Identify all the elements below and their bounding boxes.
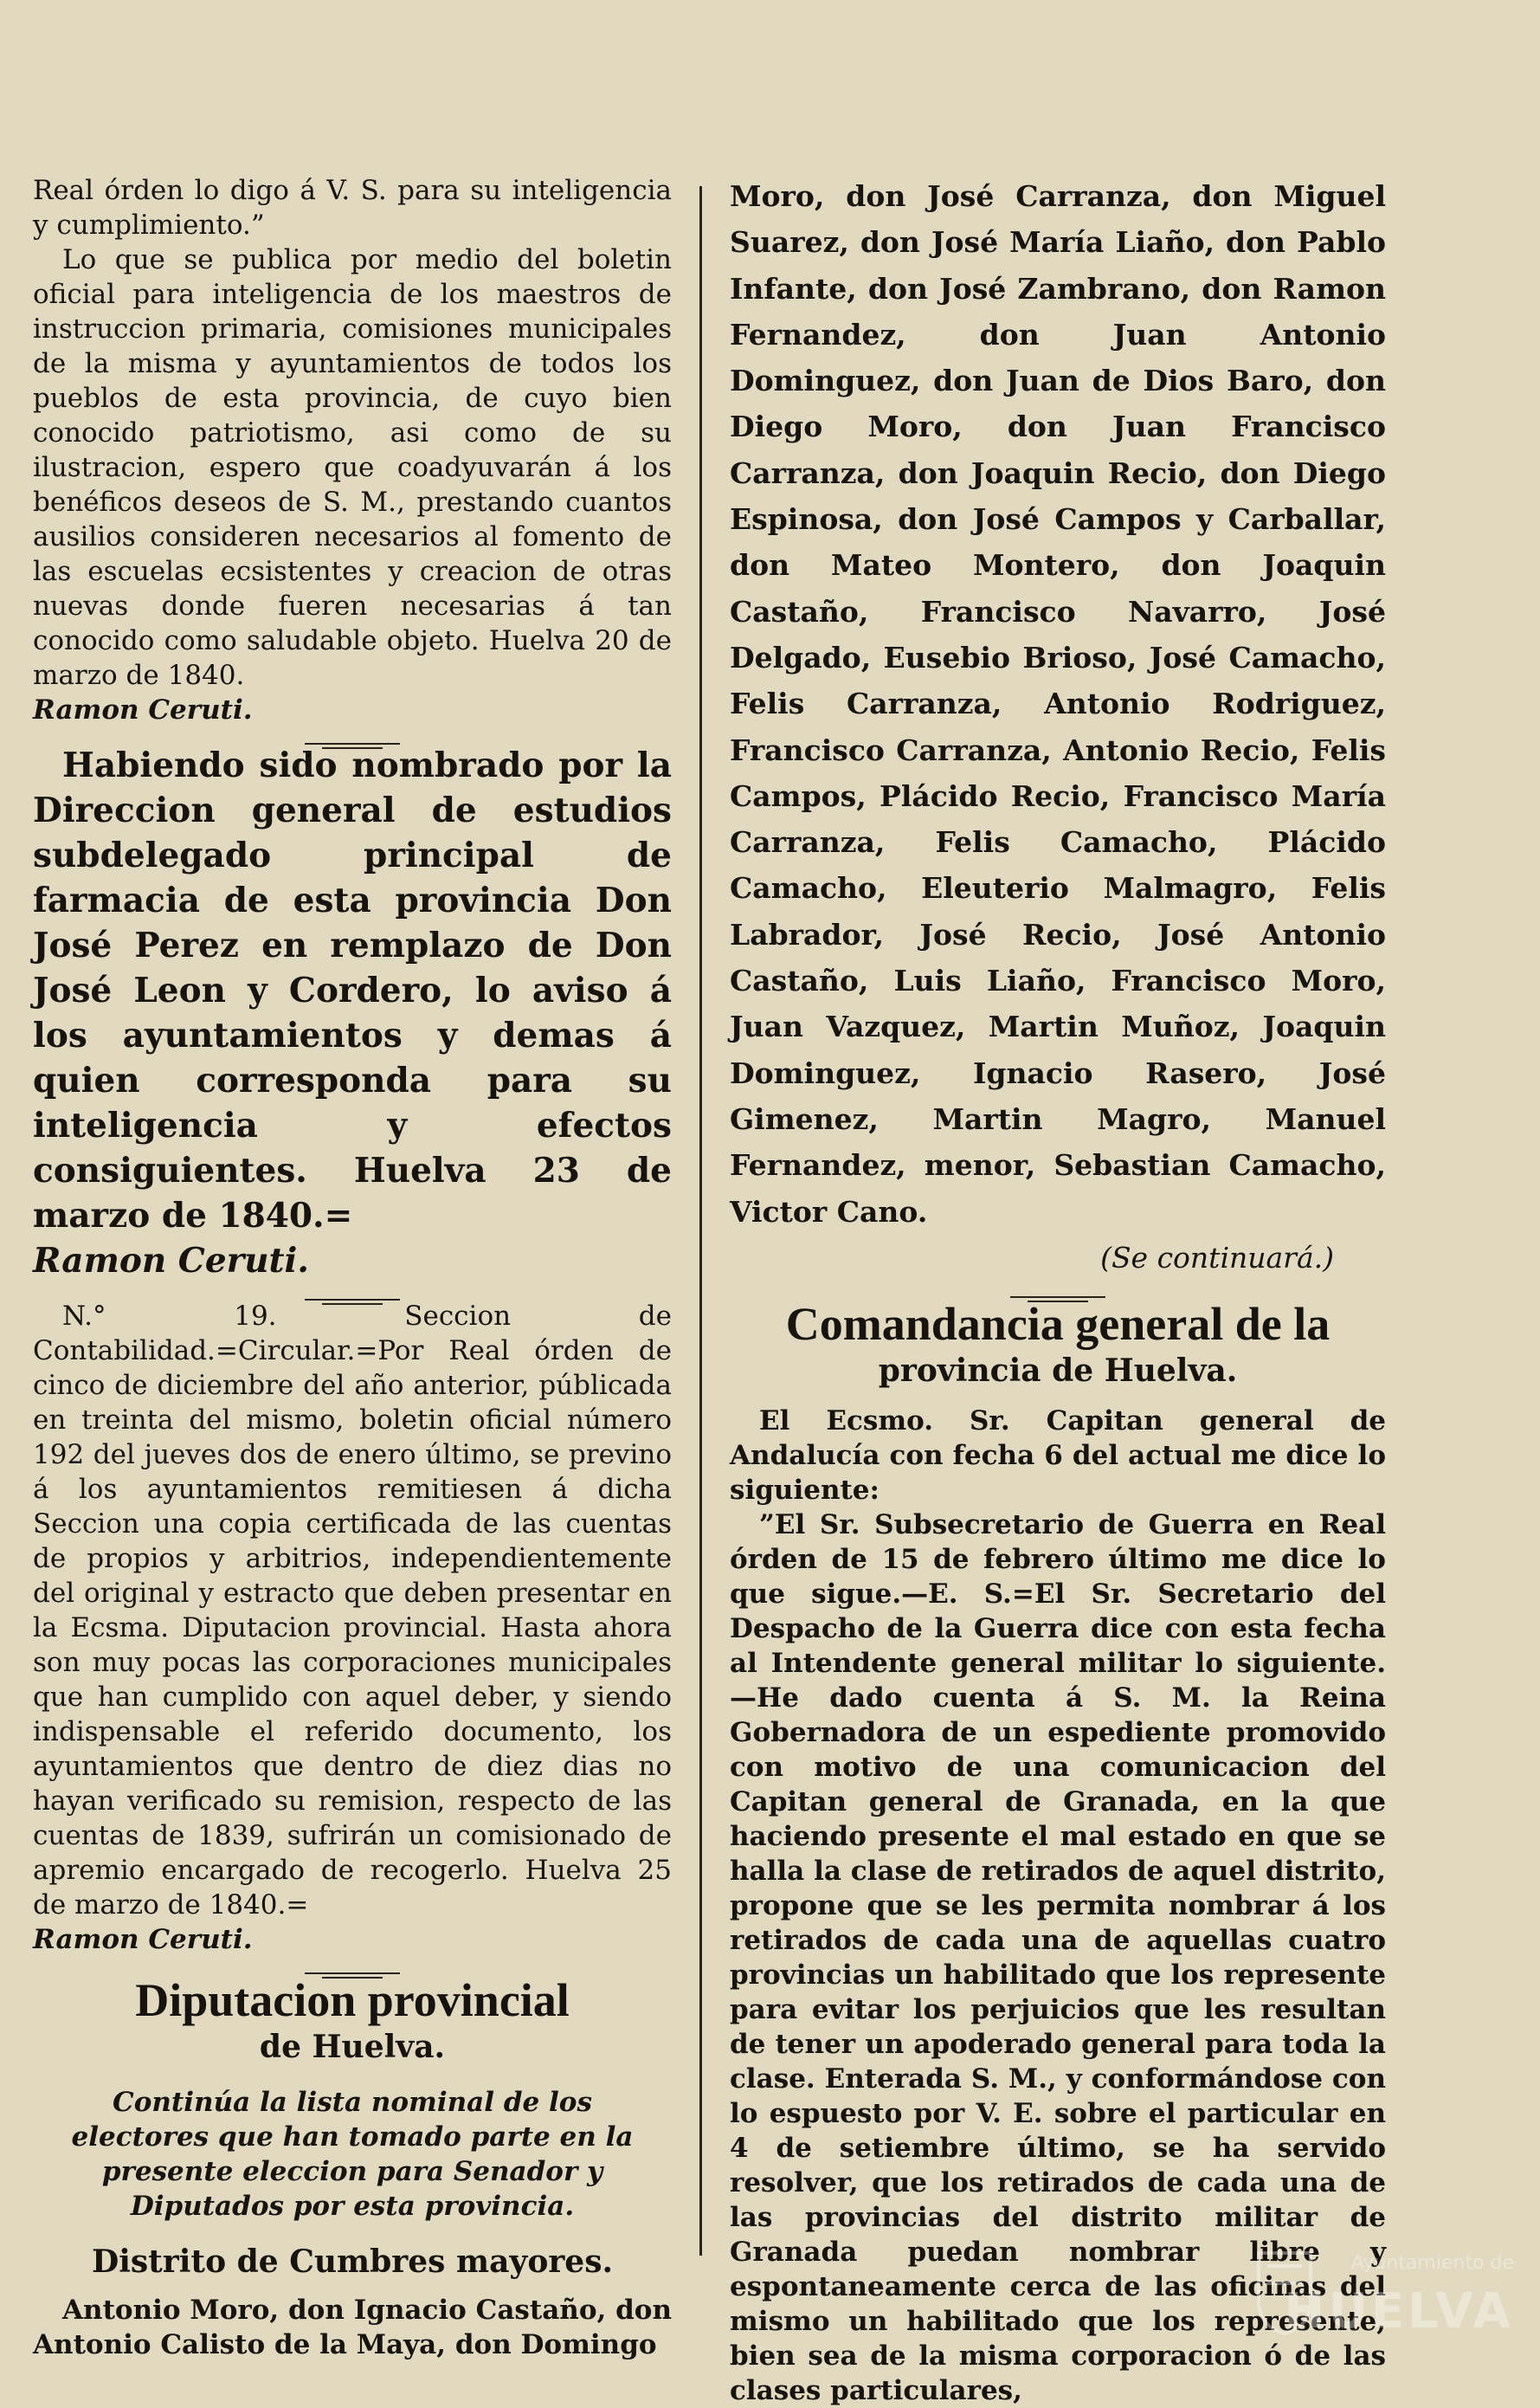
section-heading-comandancia: Comandancia general de la [785, 1298, 1331, 1351]
column-rule [699, 186, 702, 2256]
left-column [33, 173, 672, 2362]
signature: Ramon Ceruti. [33, 694, 253, 726]
paragraph-contabilidad: N.° 19. Seccion de Contabilidad.=Circular.=Por Real órden de cinco de diciembre del año anterior, públicada en treinta del mismo, boletin oficial número 192 del jueves dos de enero último, se previno á los ayuntamientos remitiesen á dicha Seccion una copia certificada de las cuentas de propios y arbitrios, independientemente del original y estracto que deben presentar en la Ecsma. Diputacion provincial. Hasta ahora son muy pocas las corporaciones municipales que han cumplido con aquel deber, y siendo indispensable el referido documento, los ayuntamientos que dentro de diez dias no hayan verificado su remision, respecto de las cuentas de 1839, sufrirán un comisionado de apremio encargado de recogerlo. Huelva 25 de marzo de 1840.= [33, 1301, 672, 1921]
section-subheading-provincia: provincia de Huelva. [878, 1352, 1238, 1390]
paragraph-subsecretario: ”El Sr. Subsecretario de Guerra en Real órden de 15 de febrero último me dice lo que sigue.—E. S.=El Sr. Secretario del Despacho de la Guerra dice con esta fecha al Intendente general militar lo siguiente.—He dado cuenta á S. M. la Reina Gobernadora de un espediente promovido con motivo de una comunicacion del Capitan general de Granada, en la que haciendo presente el mal estado en que se halla la clase de retirados de aquel distrito, propone que se les permita nombrar á los retirados de cada una de aquellas cuatro provincias un habilitado que los represente para evitar los perjuicios que les resultan de tener un apoderado general para toda la clase. Enterada S. M., y conformándose con lo espuesto por V. E. sobre el particular en 4 de setiembre último, se ha servido resolver, que los retirados de cada una de las provincias del distrito militar de Granada puedan nombrar libre y espontaneamente cerca de las oficinas del mismo un habilitado que los represente, bien sea de la misma corporacion ó de las clases particulares, [730, 1509, 1386, 2407]
watermark-logo [1254, 2242, 1514, 2346]
lead-paragraph: Continúa la lista nominal de los electores que han tomado parte en la presente eleccion para Senador y Diputados por esta provincia. [71, 2087, 634, 2222]
watermark-line1: Ayuntamiento de [1350, 2252, 1514, 2274]
paragraph-publica: Lo que se publica por medio del boletin oficial para inteligencia de los maestros de instruccion primaria, comisiones municipales de la misma y ayuntamientos de todos los pueblos de esta provincia, de cuyo bien conocido patriotismo, asi como de su ilustracion, espero que coadyuvarán á los benéficos deseos de S. M., prestando cuantos ausilios consideren necesarios al fomento de las escuelas ecsistentes y creacion de otras nuevas donde fueren necesarias á tan conocido como saludable objeto. Huelva 20 de marzo de 1840. [33, 244, 672, 691]
elector-list-continued: Moro, don José Carranza, don Miguel Suarez, don José María Liaño, don Pablo Infante, don José Zambrano, don Ramon Fernandez, don Juan Antonio Dominguez, don Juan de Dios Baro, don Diego Moro, don Juan Francisco Carranza, don Joaquin Recio, don Diego Espinosa, don José Campos y Carballar, don Mateo Montero, don Joaquin Castaño, Francisco Navarro, José Delgado, Eusebio Brioso, José Camacho, Felis Carranza, Antonio Rodriguez, Francisco Carranza, Antonio Recio, Felis Campos, Plácido Recio, Francisco María Carranza, Felis Camacho, Plácido Camacho, Eleuterio Malmagro, Felis Labrador, José Recio, José Antonio Castaño, Luis Liaño, Francisco Moro, Juan Vazquez, Martin Muñoz, Joaquin Dominguez, Ignacio Rasero, José Gimenez, Martin Magro, Manuel Fernandez, menor, Sebastian Camacho, Victor Cano. [730, 179, 1386, 1229]
watermark-line2: HUELVA [1284, 2283, 1514, 2340]
section-heading-diputacion: Diputacion provincial [135, 1974, 570, 2026]
paragraph-capitan: El Ecsmo. Sr. Capitan general de Andalucía con fecha 6 del actual me dice lo siguiente: [730, 1405, 1386, 1507]
district-heading: Distrito de Cumbres mayores. [92, 2243, 613, 2280]
signature: Ramon Ceruti. [33, 1924, 253, 1955]
paragraph-farmacia: Habiendo sido nombrado por la Direccion general de estudios subdelegado principal de farmacia de esta provincia Don José Perez en remplazo de Don José Leon y Cordero, lo aviso á los ayuntamientos y demas á quien corresponda para su inteligencia y efectos consiguientes. Huelva 23 de marzo de 1840.= [33, 746, 672, 1236]
paragraph-real-orden: Real órden lo digo á V. S. para su inteligencia y cumplimiento.” [33, 175, 672, 241]
section-subheading-huelva: de Huelva. [259, 2029, 446, 2065]
signature: Ramon Ceruti. [33, 1241, 309, 1281]
continue-note: (Se continuará.) [1100, 1240, 1334, 1275]
elector-list: Antonio Moro, don Ignacio Castaño, don Antonio Calisto de la Maya, don Domingo [33, 2295, 672, 2360]
right-column [730, 173, 1386, 2408]
